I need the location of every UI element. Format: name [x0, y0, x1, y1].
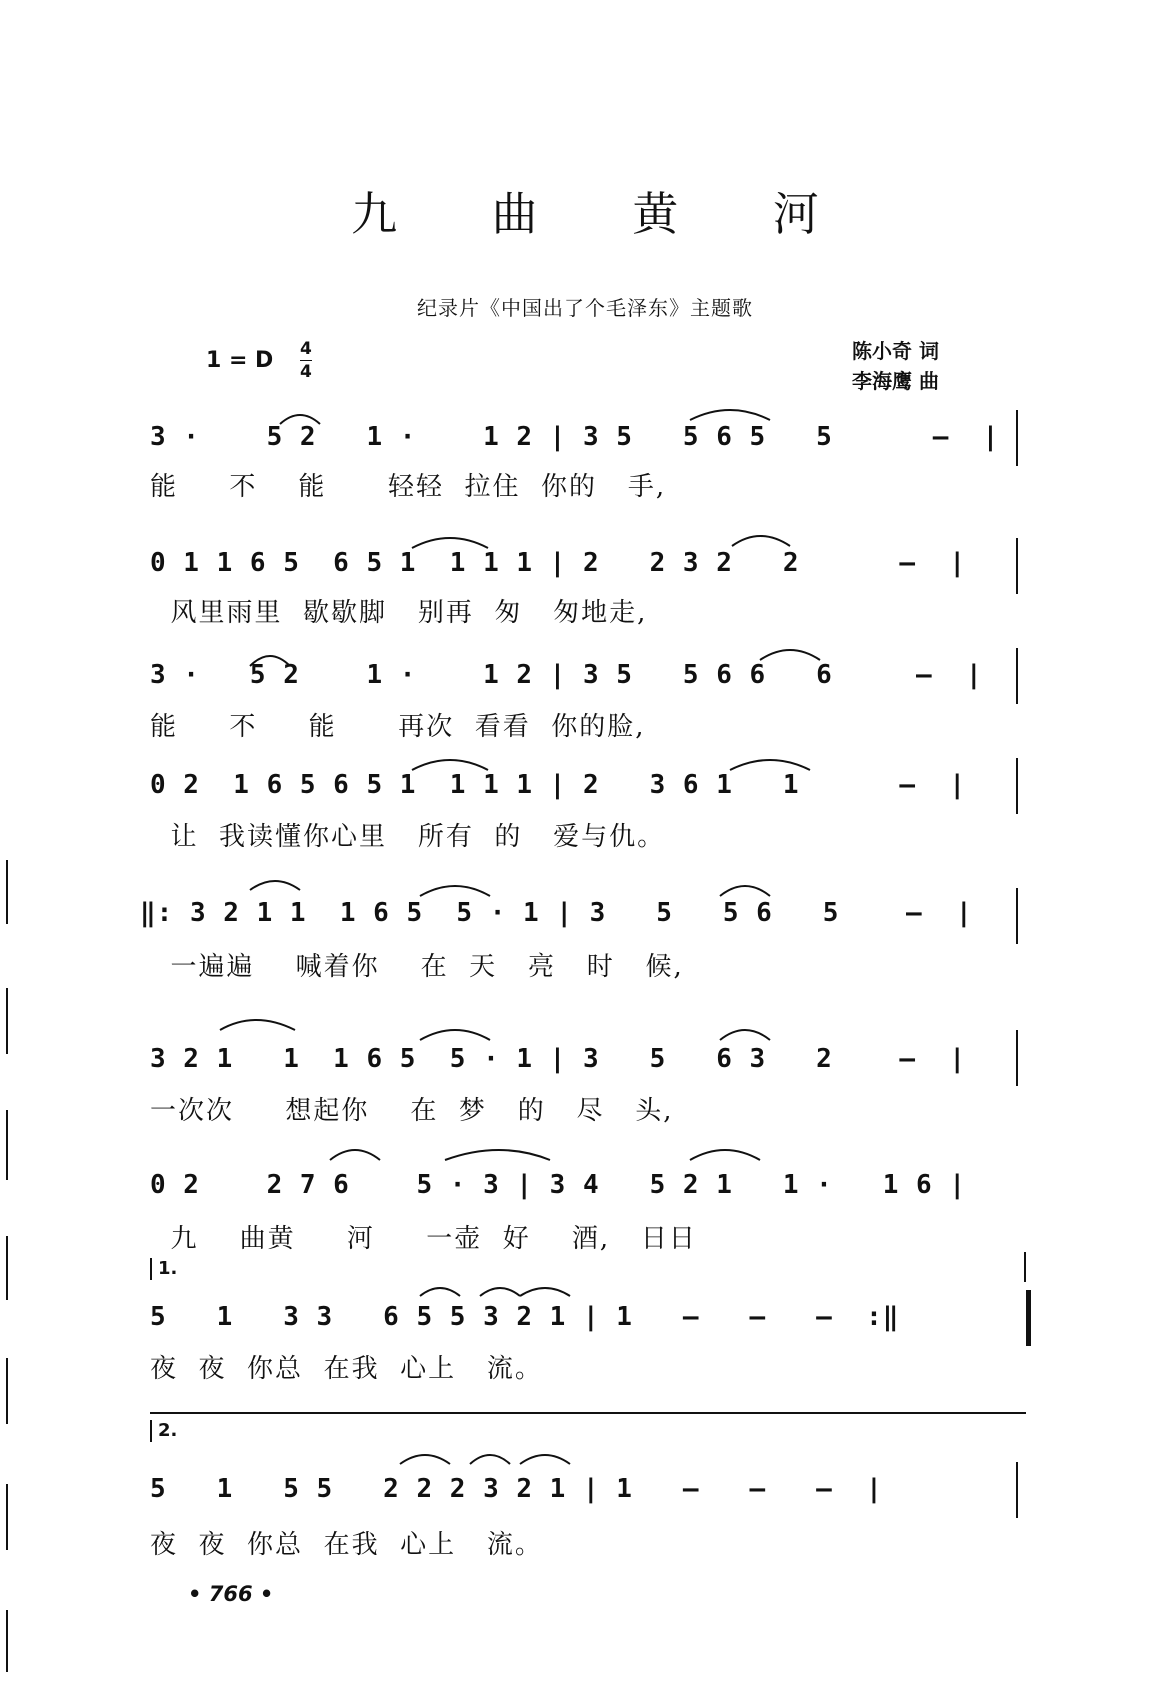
- lyrics-line-2: 风里雨里 歇歇脚 别再 匆 匆地走,: [150, 598, 648, 628]
- slur: [690, 1150, 760, 1160]
- lyrics-line-8: 夜 夜 你总 在我 心上 流。: [150, 1354, 543, 1384]
- slur: [720, 1030, 770, 1040]
- notation-line-3: 3 · 5 2 1 · 1 2 | 3 5 5 6 6 6 — |: [150, 660, 983, 690]
- time-signature-bottom: 4: [300, 362, 312, 382]
- page-number: • 766 •: [188, 1582, 274, 1606]
- composer-credit: 李海鹰 曲: [852, 369, 939, 393]
- slur: [480, 1288, 520, 1296]
- slur: [250, 656, 290, 666]
- song-subtitle: 纪录片《中国出了个毛泽东》主题歌: [417, 296, 753, 320]
- slur: [280, 415, 320, 424]
- key-signature: 1 = D: [206, 348, 274, 373]
- lyrics-line-4: 让 我读懂你心里 所有 的 爱与仇。: [150, 822, 666, 852]
- slur: [420, 1288, 460, 1296]
- notation-line-7: 0 2 2 7 6 5 · 3 | 3 4 5 2 1 1 · 1 6 |: [150, 1170, 967, 1200]
- slur: [330, 1150, 380, 1160]
- notation-line-5: ‖: 3 2 1 1 1 6 5 5 · 1 | 3 5 5 6 5 — |: [140, 898, 973, 928]
- slur: [220, 1020, 295, 1030]
- lyrics-line-9: 夜 夜 你总 在我 心上 流。: [150, 1530, 543, 1560]
- slur: [412, 760, 488, 770]
- volta-second-label: 2.: [158, 1420, 178, 1441]
- slur: [445, 1150, 550, 1160]
- slur: [720, 886, 770, 896]
- lyrics-line-3: 能 不 能 再次 看看 你的脸,: [150, 712, 646, 742]
- lyrics-line-6: 一次次 想起你 在 梦 的 尽 头,: [150, 1096, 674, 1126]
- slur: [470, 1455, 510, 1464]
- slur: [760, 650, 820, 660]
- notation-line-2: 0 1 1 6 5 6 5 1 1 1 1 | 2 2 3 2 2 — |: [150, 548, 967, 578]
- lyricist-credit: 陈小奇 词: [852, 339, 939, 363]
- lyrics-line-5: 一遍遍 喊着你 在 天 亮 时 候,: [150, 952, 684, 982]
- lyrics-line-1: 能 不 能 轻轻 拉住 你的 手,: [150, 472, 667, 502]
- notation-line-9: 5 1 5 5 2 2 2 3 2 1 | 1 — — — |: [150, 1474, 883, 1504]
- notation-line-4: 0 2 1 6 5 6 5 1 1 1 1 | 2 3 6 1 1 — |: [150, 770, 967, 800]
- slur: [732, 536, 790, 546]
- slur: [412, 538, 488, 548]
- slur: [520, 1288, 570, 1296]
- notation-line-1: 3 · 5 2 1 · 1 2 | 3 5 5 6 5 5 — |: [150, 422, 1000, 452]
- time-signature-top: 4: [300, 339, 312, 359]
- slur: [730, 760, 810, 770]
- slur: [520, 1455, 570, 1464]
- slur: [420, 1030, 490, 1040]
- notation-line-6: 3 2 1 1 1 6 5 5 · 1 | 3 5 6 3 2 — |: [150, 1044, 967, 1074]
- song-title: 九 曲 黄 河: [351, 187, 859, 241]
- volta-first-label: 1.: [158, 1258, 178, 1279]
- slur: [400, 1455, 450, 1464]
- lyrics-line-7: 九 曲黄 河 一壶 好 酒, 日日: [150, 1224, 697, 1254]
- slur: [250, 881, 300, 890]
- slur: [690, 410, 770, 420]
- notation-line-8: 5 1 3 3 6 5 5 3 2 1 | 1 — — — :‖: [150, 1302, 900, 1332]
- slur: [420, 886, 490, 896]
